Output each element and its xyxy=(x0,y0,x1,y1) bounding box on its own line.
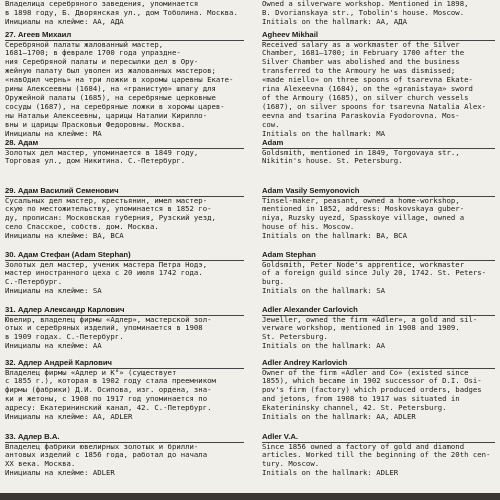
entry-en-adam xyxy=(262,139,495,166)
entry-title: Adam Stephan xyxy=(262,251,495,261)
entry-title: 28. Адам xyxy=(5,139,244,149)
entry-body: Goldsmith, mentioned in 1849, Torgovaya str., Nikitin's house. St. Petersburg. xyxy=(262,148,460,166)
entry-title: 30. Адам Стефан (Adam Stephan) xyxy=(5,251,244,261)
entry-title: 31. Адлер Александр Карлович xyxy=(5,306,244,316)
entry-ru-27 xyxy=(5,31,244,138)
entry-body: Владелец фабрики ювелирных золотых и брилли- антовых изделий с 1856 года, работал до начала XX века. Москва. Инициалы на клейме: ADLER xyxy=(5,442,208,478)
entry-body: Goldsmith, Peter Node's apprentice, workmaster of a foreign guild since July 20, 1742. St. Peters- burg. Initials on the hallmark: SA xyxy=(262,260,487,296)
entry-title: 27. Агеев Михаил xyxy=(5,31,244,41)
entry-title: Adam xyxy=(262,139,495,149)
entry-ru-29 xyxy=(5,187,244,241)
entry-ru-31 xyxy=(5,306,244,351)
entry-title: Agheev Mikhail xyxy=(262,31,495,41)
entry-body: Tinsel-maker, peasant, owned a home-workshop, mentioned in 1852, address: Moskovskaya guber- niya, Ruzsky uyezd, Spasskoye village, owned a house of his. Moscow. Initials on the hallmark: ВА, ВСА xyxy=(262,196,465,241)
entry-title: Adam Vasily Semyonovich xyxy=(262,187,495,197)
entry-en-adler-andrey xyxy=(262,359,495,422)
entry-en-continuation xyxy=(262,0,495,27)
entry-body: Owned a silverware workshop. Mentioned in 1898, B. Dvorianskaya str., Tobolin's house. Moscow. Initials on the hallmark: AA, АДА xyxy=(262,0,469,26)
entry-body: Золотых дел мастер, ученик мастера Петра Нодэ, мастер иностранного цеха с 20 июля 1742 года. С.-Петербург. Инициалы на клейме: SA xyxy=(5,260,208,296)
entry-ru-30 xyxy=(5,251,244,296)
entry-title: Adler Andrey Karlovich xyxy=(262,359,495,369)
entry-en-adam-stephan xyxy=(262,251,495,296)
entry-title: Adler Alexander Carlovich xyxy=(262,306,495,316)
entry-title: 32. Адлер Андрей Карлович xyxy=(5,359,244,369)
entry-en-adler-alexander xyxy=(262,306,495,351)
entry-body: Jeweller, owned the firm «Adler», a gold and sil- verware workshop, mentioned in 1908 and 1909. St. Petersburg. Initials on the hallmark: АА xyxy=(262,315,478,351)
entry-body: Received salary as a workmaster of the Silver Chamber, 1681—1700; in February 1700 after the Silver Chamber was abolished and the business transferred to the Armoury he was dismissed; «made niello» on three spoons of tsarevna Ekate- rina Alexeevna (1684), on the «granistaya» sword of the Armoury (1685), on silver church vessels (1687), on silver spoons for tsarevna Natalia Alex- eevna and tsarina Paraskovia Fyodorovna. Mos- cow. Initials on the hallmark: МА xyxy=(262,40,487,138)
entry-body: Владелец фирмы «Адлер и К°» (существует с 1855 г.), которая в 1902 году стала преемником фирмы (фабрики) Д.И. Осипова, изг. ордена, зна- ки и жетоны, с 1908 по 1917 год упоминается по адресу: Екатерининский канал, 42. С.-Петербург. Инициалы на клейме: АА, ADLER xyxy=(5,368,216,422)
entry-title: 33. Адлер В.А. xyxy=(5,433,244,443)
entry-body: Серебряной палаты жалованный мастер, 1681—1700; в феврале 1700 года упраздне- ния Серебряной палаты и пересылки дел в Ору- жейную палату был уволен из жалованных мастеров; «навОдил чернь» на три ложки в хоромы царевны Екате- рины Алексеевны (1684), на «гранистую» шпагу для Оружейной палаты (1685), на серебряные церковные сосуды (1687), на серебряные ложки в хоромы царев- ны Натальи Алексеевны, царицы Наталии Кирилло- вны и царицы Прасковьи Федоровны. Москва. Инициалы на клейме: МА xyxy=(5,40,234,138)
entry-body: Владелица серебряного заведения, упоминается в 1898 году, Б. Дворянская ул., дом Тоболина. Москва. Инициалы на клейме: АА, АДА xyxy=(5,0,238,26)
entry-body: Сусальных дел мастер, крестьянин, имел мастер- скую по местожительству, упоминается в 1852 го- ду, прописан: Московская губерния, Рузский уезд, село Спасское, собств. дом. Москва. Инициалы на клейме: ВА, ВСА xyxy=(5,196,216,241)
entry-body: Ювелир, владелец фирмы «Адлер», мастерской зол- отых и серебряных изделий, упоминается в 1908 в 1909 годах. С.-Петербург. Инициалы на клейме: АА xyxy=(5,315,212,351)
entry-body: Золотых дел мастер, упоминается в 1849 году, Торговая ул., дом Никитина. С.-Петербург. xyxy=(5,148,199,166)
entry-ru-28 xyxy=(5,139,244,166)
entry-en-adam-vasily xyxy=(262,187,495,241)
entry-ru-33 xyxy=(5,433,244,478)
entry-en-adler-va xyxy=(262,433,495,478)
entry-body: Since 1856 owned a factory of gold and diamond articles. Worked till the beginning of the 20th cen- tury. Moscow. Initials on the hallmark: ADLER xyxy=(262,442,491,478)
bottom-image-edge xyxy=(0,493,500,500)
entry-title: 29. Адам Василий Семенович xyxy=(5,187,244,197)
entry-body: Owner of the firm «Adler and Co» (existed since 1855), which became in 1902 successor of D.I. Osi- pov's firm (factory) which produced orders, badges and jetons, from 1908 to 1917 was situated in Ekaterininsky channel, 42. St. Petersburg. Initials on the hallmark: AA, ADLER xyxy=(262,368,482,422)
entry-ru-26-continuation xyxy=(5,0,244,27)
entry-title: Adler V.A. xyxy=(262,433,495,443)
entry-en-agheev xyxy=(262,31,495,138)
entry-ru-32 xyxy=(5,359,244,422)
